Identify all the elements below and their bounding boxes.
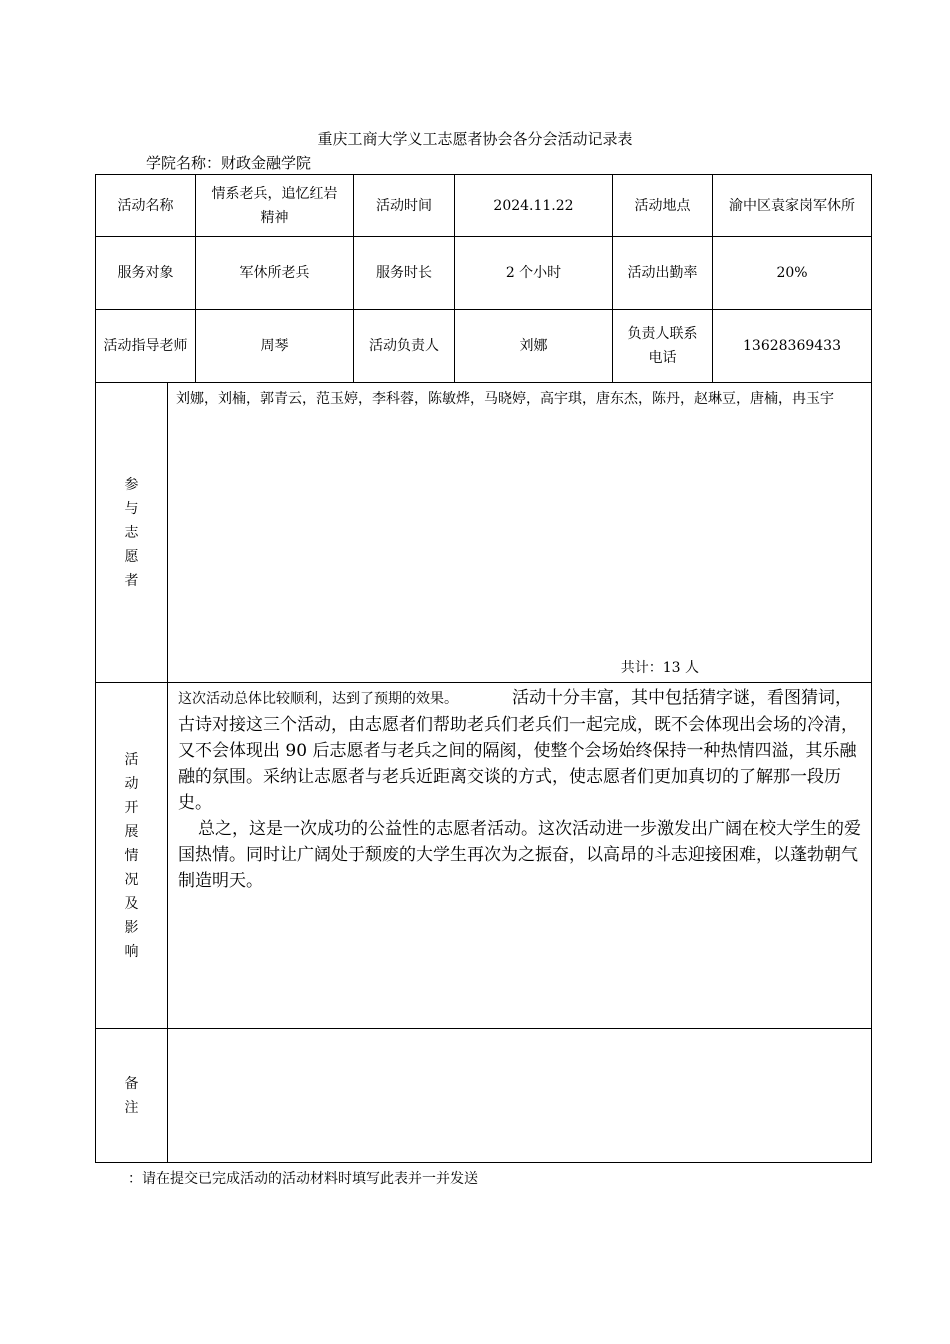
summary-label-char: 开: [124, 799, 139, 816]
service-target-label: 服务对象: [96, 237, 196, 310]
remarks-content: [168, 1029, 872, 1163]
footnote: ：请在提交已完成活动的活动材料时填写此表并一并发送: [128, 1171, 478, 1187]
service-duration-value: 2 个小时: [455, 237, 613, 310]
activity-record-table: [95, 174, 872, 1163]
activity-summary-cell: [168, 683, 872, 1029]
advisor-value: 周琴: [196, 310, 354, 383]
row-remarks: [96, 1029, 872, 1163]
summary-label-char: 响: [124, 943, 139, 960]
summary-label-char: 活: [124, 751, 139, 768]
row-volunteers: [96, 383, 872, 683]
remarks-label-char: 注: [124, 1099, 139, 1116]
attendance-rate-value: 20%: [713, 237, 872, 310]
remarks-label: [96, 1029, 168, 1163]
summary-label-char: 情: [124, 847, 139, 864]
summary-label-char: 况: [124, 871, 139, 888]
college-name: 财政金融学院: [221, 154, 312, 172]
summary-label-char: 影: [124, 919, 139, 936]
row-contact-info: [96, 310, 872, 383]
activity-name-label: 活动名称: [96, 175, 196, 237]
volunteers-label-char: 者: [124, 572, 139, 589]
volunteers-label-char: 参: [124, 476, 139, 493]
summary-label-char: 展: [124, 823, 139, 840]
volunteer-total: 共计：13 人: [620, 660, 699, 676]
activity-time-label: 活动时间: [354, 175, 455, 237]
summary-paragraph-2: 总之，这是一次成功的公益性的志愿者活动。这次活动进一步激发出广阔在校大学生的爱国热情。同时让广阔处于颓废的大学生再次为之振奋，以高昂的斗志迎接困难，以蓬勃朝气制造明天。: [178, 819, 861, 891]
row-service-info: [96, 237, 872, 310]
volunteer-names: 刘娜，刘楠，郭青云，范玉婷，李科蓉，陈敏烨，马晓婷，高宇琪，唐东杰，陈丹，赵琳豆，唐楠，冉玉宇: [176, 391, 834, 407]
summary-lead: 这次活动总体比较顺利，达到了预期的效果。: [178, 691, 458, 707]
leader-label: 活动负责人: [354, 310, 455, 383]
volunteers-label-char: 志: [124, 524, 139, 541]
leader-phone-value: 13628369433: [713, 310, 872, 383]
service-duration-label: 服务时长: [354, 237, 455, 310]
activity-name-value: 情系老兵，追忆红岩精神: [196, 175, 354, 237]
volunteers-label-char: 愿: [124, 548, 139, 565]
leader-value: 刘娜: [455, 310, 613, 383]
service-target-value: 军休所老兵: [196, 237, 354, 310]
row-activity-summary: [96, 683, 872, 1029]
leader-phone-label: 负责人联系电话: [613, 310, 713, 383]
attendance-rate-label: 活动出勤率: [613, 237, 713, 310]
form-title: 重庆工商大学义工志愿者协会各分会活动记录表: [317, 130, 633, 148]
activity-time-value: 2024.11.22: [455, 175, 613, 237]
volunteers-label: [96, 383, 168, 683]
remarks-label-char: 备: [124, 1075, 139, 1092]
activity-place-value: 渝中区袁家岗军休所: [713, 175, 872, 237]
volunteers-label-char: 与: [124, 500, 139, 517]
college-line: [146, 152, 311, 173]
volunteers-cell: [168, 383, 872, 683]
activity-place-label: 活动地点: [613, 175, 713, 237]
summary-label-char: 动: [124, 775, 139, 792]
college-label: 学院名称：: [146, 154, 222, 172]
summary-paragraph-1: [178, 685, 863, 816]
advisor-label: 活动指导老师: [96, 310, 196, 383]
summary-label-char: 及: [124, 895, 139, 912]
row-activity-info: [96, 175, 872, 237]
activity-summary-label: [96, 683, 168, 1029]
summary-body: 活动十分丰富，其中包括猜字谜，看图猜词，古诗对接这三个活动，由志愿者们帮助老兵们老兵们一起完成，既不会体现出会场的冷清，又不会体现出 90 后志愿者与老兵之间的隔阂，使整个会场始终保持一种热情四溢，其乐融融的氛围。采纳让志愿者与老兵近距离交谈的方式，使志愿者们更加真切的了解那一段历史。: [178, 688, 858, 813]
